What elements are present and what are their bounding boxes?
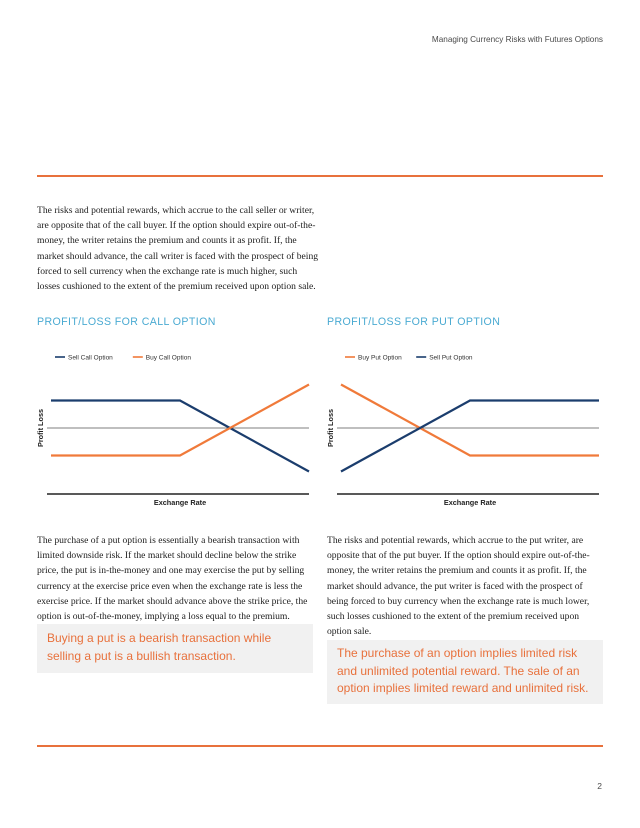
legend-label: Sell Call Option [68, 354, 113, 362]
top-divider [37, 175, 603, 177]
series-line [51, 385, 309, 456]
legend-label: Buy Put Option [358, 354, 402, 362]
call-option-chart-svg [33, 340, 313, 510]
put-option-chart-svg [323, 340, 603, 510]
x-axis-label: Exchange Rate [443, 498, 497, 507]
intro-paragraph: The risks and potential rewards, which accrue to the call seller or writer, are opposite that of the call buyer. If the option should expire out-of-the-money, the writer retains the premium and counts it as profit. If, the market should advance, the call writer is faced with the prospect of being forced to sell currency when the exchange rate is much higher, such losses cushioned to the extent of the premium received upon option sale. [37, 205, 319, 293]
put-option-heading: PROFIT/LOSS FOR PUT OPTION [327, 316, 501, 328]
series-line [341, 401, 599, 472]
y-axis-label: Profit Loss [326, 408, 335, 448]
series-line [51, 401, 309, 472]
put-option-chart [323, 340, 603, 510]
put-purchase-paragraph: The purchase of a put option is essentially a bearish transaction with limited downside risk. If the market should decline below the strike price, the put is in-the-money and one may exercise the put by selling currency at the exercise price even when the exchange rate is less the exercise price. If the market should advance above the strike price, the option is out-of-the-money, implying a loss equal to the premium. [37, 535, 308, 623]
call-option-heading: PROFIT/LOSS FOR CALL OPTION [37, 316, 216, 328]
x-axis-label: Exchange Rate [153, 498, 207, 507]
running-header: Managing Currency Risks with Futures Options [431, 35, 603, 44]
y-axis-label: Profit Loss [36, 408, 45, 448]
page-number: 2 [597, 781, 602, 791]
legend-label: Sell Put Option [429, 354, 473, 362]
put-callout: Buying a put is a bearish transaction while selling a put is a bullish transaction. [37, 624, 313, 673]
put-writer-paragraph: The risks and potential rewards, which accrue to the put writer, are opposite that of the put buyer. If the option should expire out-of-the-money, the writer retains the premium and counts it as profit. If, the market should advance, the put writer is faced with the prospect of being forced to buy currency when the exchange rate is much lower, such losses cushioned to the extent of the premium received upon option sale. [327, 535, 590, 638]
series-line [341, 385, 599, 456]
legend-label: Buy Call Option [145, 354, 191, 362]
option-risk-callout: The purchase of an option implies limited risk and unlimited potential reward. The sale of an option implies limited reward and unlimited risk. [327, 640, 603, 704]
bottom-divider [37, 745, 603, 747]
call-option-chart [33, 340, 313, 510]
